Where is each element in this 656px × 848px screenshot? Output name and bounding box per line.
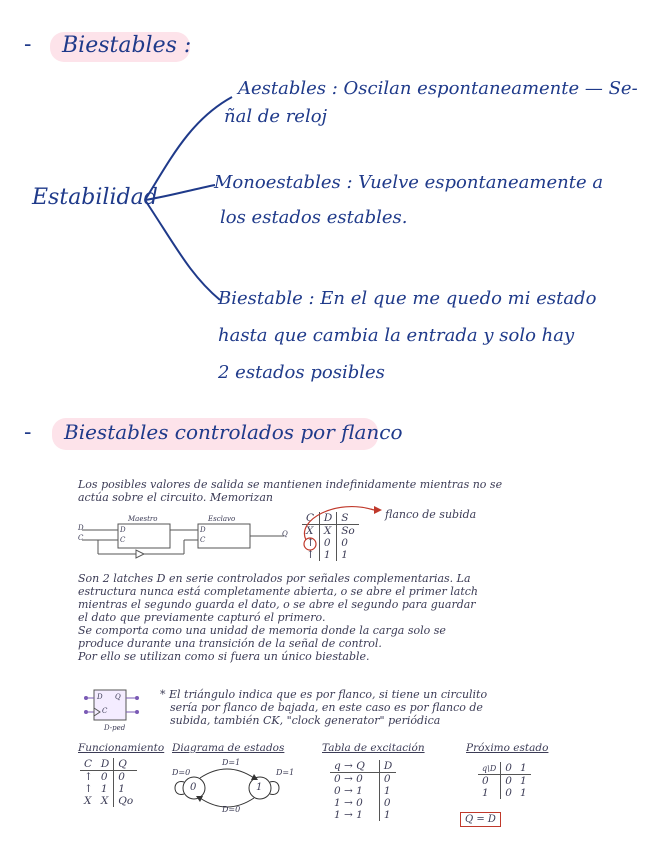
branch-biestable-line1: Biestable : En el que me quedo mi estado — [218, 288, 597, 309]
state-diagram-title: Diagrama de estados — [172, 742, 285, 754]
table-cell: 1 — [379, 809, 396, 821]
table-cell: 1 — [379, 785, 396, 797]
branch-monoestables-line2: los estados estables. — [220, 207, 408, 228]
table-cell: 1 — [519, 787, 527, 799]
circuit-d-input: D — [78, 524, 84, 532]
table-cell: 1 — [519, 775, 527, 787]
slave-label: Esclavo — [208, 515, 236, 523]
table-header: q → Q — [330, 760, 379, 773]
table-cell: X — [84, 795, 92, 807]
table-cell: 0 — [319, 537, 336, 549]
table-header: C — [302, 512, 319, 525]
paragraph-line-6: produce durante una transición de la señal de control. — [78, 637, 382, 650]
table-cell: 0 — [379, 797, 396, 809]
table-cell: ↑ — [84, 771, 93, 783]
table-cell: 1 — [100, 783, 108, 795]
root-label-estabilidad: Estabilidad — [32, 185, 158, 210]
branch-aestables-line1: Aestables : Oscilan espontaneamente — Se- — [238, 78, 638, 99]
circuit-d1: D — [120, 526, 126, 534]
master-slave-circuit — [78, 510, 288, 560]
bullet-dash: - — [24, 32, 32, 57]
bullet-dash: - — [24, 420, 32, 445]
corner-q: q — [482, 763, 488, 773]
branch-biestable-line3: 2 estados posibles — [218, 362, 385, 383]
table-cell: 0 — [337, 537, 359, 549]
symbol-q: Q — [115, 693, 121, 701]
circuit-c2: C — [200, 536, 206, 544]
table-cell: X — [319, 525, 336, 538]
state-label-d1-top: D=1 — [222, 758, 241, 767]
table-cell: So — [337, 525, 359, 538]
state-1: 1 — [256, 782, 263, 793]
section-title-biestables: Biestables : — [62, 33, 192, 58]
table-cell: 0 — [501, 787, 516, 799]
table-cell: 0 → 1 — [334, 785, 363, 797]
proximo-title: Próximo estado — [466, 742, 549, 754]
paragraph-line-2: estructura nunca está completamente abierta, o se abre el primer latch — [78, 585, 478, 598]
table-header: 1 — [516, 762, 531, 775]
table-cell: 0 — [114, 771, 137, 784]
section-title-flanco: Biestables controlados por flanco — [64, 420, 403, 444]
paragraph-line-4: el dato que previamente capturó el primero. — [78, 611, 326, 624]
table-cell: 1 — [114, 783, 137, 795]
table-header: 0 — [501, 762, 516, 775]
branch-biestable-line2: hasta que cambia la entrada y solo hay — [218, 325, 575, 346]
state-0: 0 — [190, 782, 197, 793]
table-cell: 0 — [482, 775, 489, 787]
intro-line-1: Los posibles valores de salida se mantienen indefinidamente mientras no se — [78, 478, 503, 491]
excitacion-table — [330, 760, 396, 821]
table-cell: X — [306, 525, 314, 537]
table-header: D — [379, 760, 396, 773]
table-header: C — [80, 758, 97, 771]
table-header: S — [337, 512, 359, 525]
table-cell: 1 → 1 — [334, 809, 363, 821]
table-cell: 1 — [319, 549, 336, 561]
table-cell: ↑ — [84, 783, 93, 795]
branch-aestables-line2: ñal de reloj — [224, 106, 328, 127]
table-cell: 0 — [100, 771, 108, 783]
flanco-subida-label: flanco de subida — [385, 508, 477, 521]
table-cell: X — [100, 795, 109, 807]
table-cell: ↑ — [306, 549, 315, 561]
q-equals-d-box: Q = D — [460, 812, 501, 827]
master-label: Maestro — [128, 515, 158, 523]
flanco-arrow — [296, 500, 386, 560]
note-line-2: sería por flanco de bajada, en este caso es por flanco de — [170, 701, 483, 714]
table-cell: 1 — [482, 787, 489, 799]
circuit-q-output: Q — [282, 530, 288, 538]
circuit-c1: C — [120, 536, 126, 544]
paragraph-line-3: mientras el segundo guarda el dato, o se abre el segundo para guardar — [78, 598, 476, 611]
excitacion-title: Tabla de excitación — [322, 742, 425, 754]
state-label-d0-left: D=0 — [172, 768, 191, 777]
funcionamiento-table — [80, 758, 137, 807]
symbol-c: C — [102, 707, 108, 715]
corner-cell: q\D — [478, 762, 501, 775]
table-cell: 0 — [501, 775, 516, 788]
table-cell: 1 → 0 — [334, 797, 363, 809]
table-cell: 0 → 0 — [334, 773, 363, 785]
note-line-1: * El triángulo indica que es por flanco, si tiene un circulito — [160, 688, 488, 701]
paragraph-line-7: Por ello se utilizan como si fuera un único biestable. — [78, 650, 370, 663]
paragraph-line-5: Se comporta como una unidad de memoria donde la carga solo se — [78, 624, 446, 637]
proximo-table — [478, 762, 531, 799]
table-cell: 0 — [379, 773, 396, 786]
table-cell: Qo — [114, 795, 137, 807]
symbol-caption: D-ped — [104, 724, 126, 732]
intro-line-2: actúa sobre el circuito. Memorizan — [78, 491, 273, 504]
state-label-d0-bottom: D=0 — [222, 805, 241, 814]
table-cell: ↑ — [306, 537, 315, 549]
table-header: D — [97, 758, 114, 771]
table-header: Q — [114, 758, 137, 771]
corner-d: D — [489, 763, 497, 773]
symbol-d: D — [97, 693, 103, 701]
note-line-3: subida, también CK, "clock generator" periódica — [170, 714, 441, 727]
circuit-d2: D — [200, 526, 206, 534]
circuit-c-input: C — [78, 534, 84, 542]
table-cell: 1 — [337, 549, 359, 561]
state-label-d1-right: D=1 — [276, 768, 295, 777]
table-header: D — [319, 512, 336, 525]
branch-monoestables-line1: Monoestables : Vuelve espontaneamente a — [214, 172, 604, 193]
funcionamiento-title: Funcionamiento — [78, 742, 165, 754]
paragraph-line-1: Son 2 latches D en serie controlados por señales complementarias. La — [78, 572, 471, 585]
